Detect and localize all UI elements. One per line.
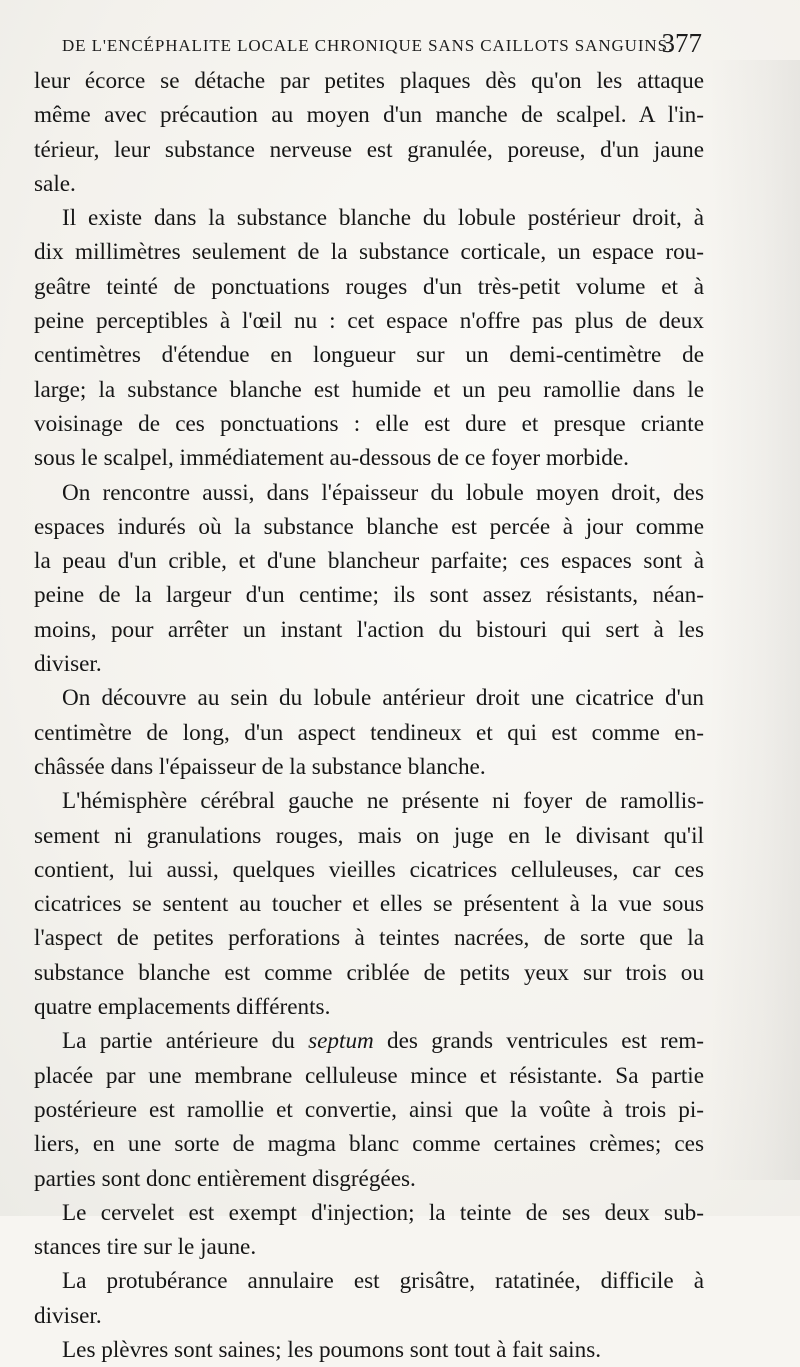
text-line: peine perceptibles à l'œil nu : cet espace n'offre pas plus de deux (34, 308, 704, 335)
text-line: l'aspect de petites perforations à teintes nacrées, de sorte que la (34, 925, 704, 952)
text-line: L'hémisphère cérébral gauche ne présente ni foyer de ramollis- (62, 788, 704, 815)
text-line: diviser. (34, 651, 102, 678)
text-line: parties sont donc entièrement disgrégées. (34, 1165, 416, 1192)
text-segment: des grands ventricules est rem- (373, 1028, 705, 1055)
text-line: espaces indurés où la substance blanche est percée à jour comme (34, 513, 704, 540)
text-line: large; la substance blanche est humide et un peu ramollie dans le (34, 376, 704, 403)
text-line: Il existe dans la substance blanche du lobule postérieur droit, à (62, 205, 704, 232)
running-head: DE L'ENCÉPHALITE LOCALE CHRONIQUE SANS CAILLOTS SANGUINS. (62, 36, 674, 55)
text-line: cicatrices se sentent au toucher et elles se présentent à la vue sous (34, 891, 704, 918)
italic-term: septum (308, 1028, 374, 1055)
text-line: postérieure est ramollie et convertie, ainsi que la voûte à trois pi- (34, 1096, 704, 1123)
page-edge-shadow (710, 60, 800, 1180)
text-line: centimètres d'étendue en longueur sur un demi-centimètre de (34, 342, 704, 369)
text-line: liers, en une sorte de magma blanc comme certaines crèmes; ces (34, 1131, 704, 1158)
text-line: diviser. (34, 1302, 102, 1329)
text-line: geâtre teinté de ponctuations rouges d'un très-petit volume et à (34, 273, 704, 300)
text-line: sous le scalpel, immédiatement au-dessous de ce foyer morbide. (34, 445, 629, 472)
text-line: sement ni granulations rouges, mais on juge en le divisant qu'il (34, 822, 704, 849)
text-line: centimètre de long, d'un aspect tendineux et qui est comme en- (34, 719, 704, 746)
text-line: On découvre au sein du lobule antérieur droit une cicatrice d'un (62, 685, 704, 712)
page-number: 377 (661, 28, 702, 58)
text-line: La protubérance annulaire est grisâtre, ratatinée, difficile à (62, 1268, 704, 1295)
text-line: contient, lui aussi, quelques vieilles cicatrices celluleuses, car ces (34, 856, 704, 883)
text-line: moins, pour arrêter un instant l'action du bistouri qui sert à les (34, 616, 704, 643)
page-header (38, 28, 710, 64)
text-line: châssée dans l'épaisseur de la substance blanche. (34, 753, 486, 780)
text-line: On rencontre aussi, dans l'épaisseur du lobule moyen droit, des (62, 479, 704, 506)
text-line: Le cervelet est exempt d'injection; la teinte de ses deux sub- (62, 1199, 704, 1226)
text-line: voisinage de ces ponctuations : elle est dure et presque criante (34, 410, 704, 437)
text-line: peine de la largeur d'un centime; ils sont assez résistants, néan- (34, 582, 704, 609)
text-line: sale. (34, 170, 76, 197)
text-line: dix millimètres seulement de la substance corticale, un espace rou- (34, 239, 704, 266)
text-line (34, 1024, 704, 1058)
text-line: substance blanche est comme criblée de petits yeux sur trois ou (34, 959, 704, 986)
text-line: placée par une membrane celluleuse mince et résistante. Sa partie (34, 1062, 704, 1089)
text-segment: La partie antérieure du (62, 1028, 309, 1055)
text-line: stances tire sur le jaune. (34, 1234, 257, 1261)
text-line: quatre emplacements différents. (34, 994, 331, 1021)
text-line: leur écorce se détache par petites plaques dès qu'on les attaque (34, 68, 704, 94)
text-line: la peau d'un crible, et d'une blancheur parfaite; ces espaces sont à (34, 548, 704, 575)
text-line: Les plèvres sont saines; les poumons sont tout à fait sains. (62, 1336, 602, 1363)
body-text (34, 64, 704, 1367)
text-line: térieur, leur substance nerveuse est granulée, poreuse, d'un jaune (34, 136, 704, 163)
text-line: même avec précaution au moyen d'un manche de scalpel. A l'in- (34, 102, 704, 129)
